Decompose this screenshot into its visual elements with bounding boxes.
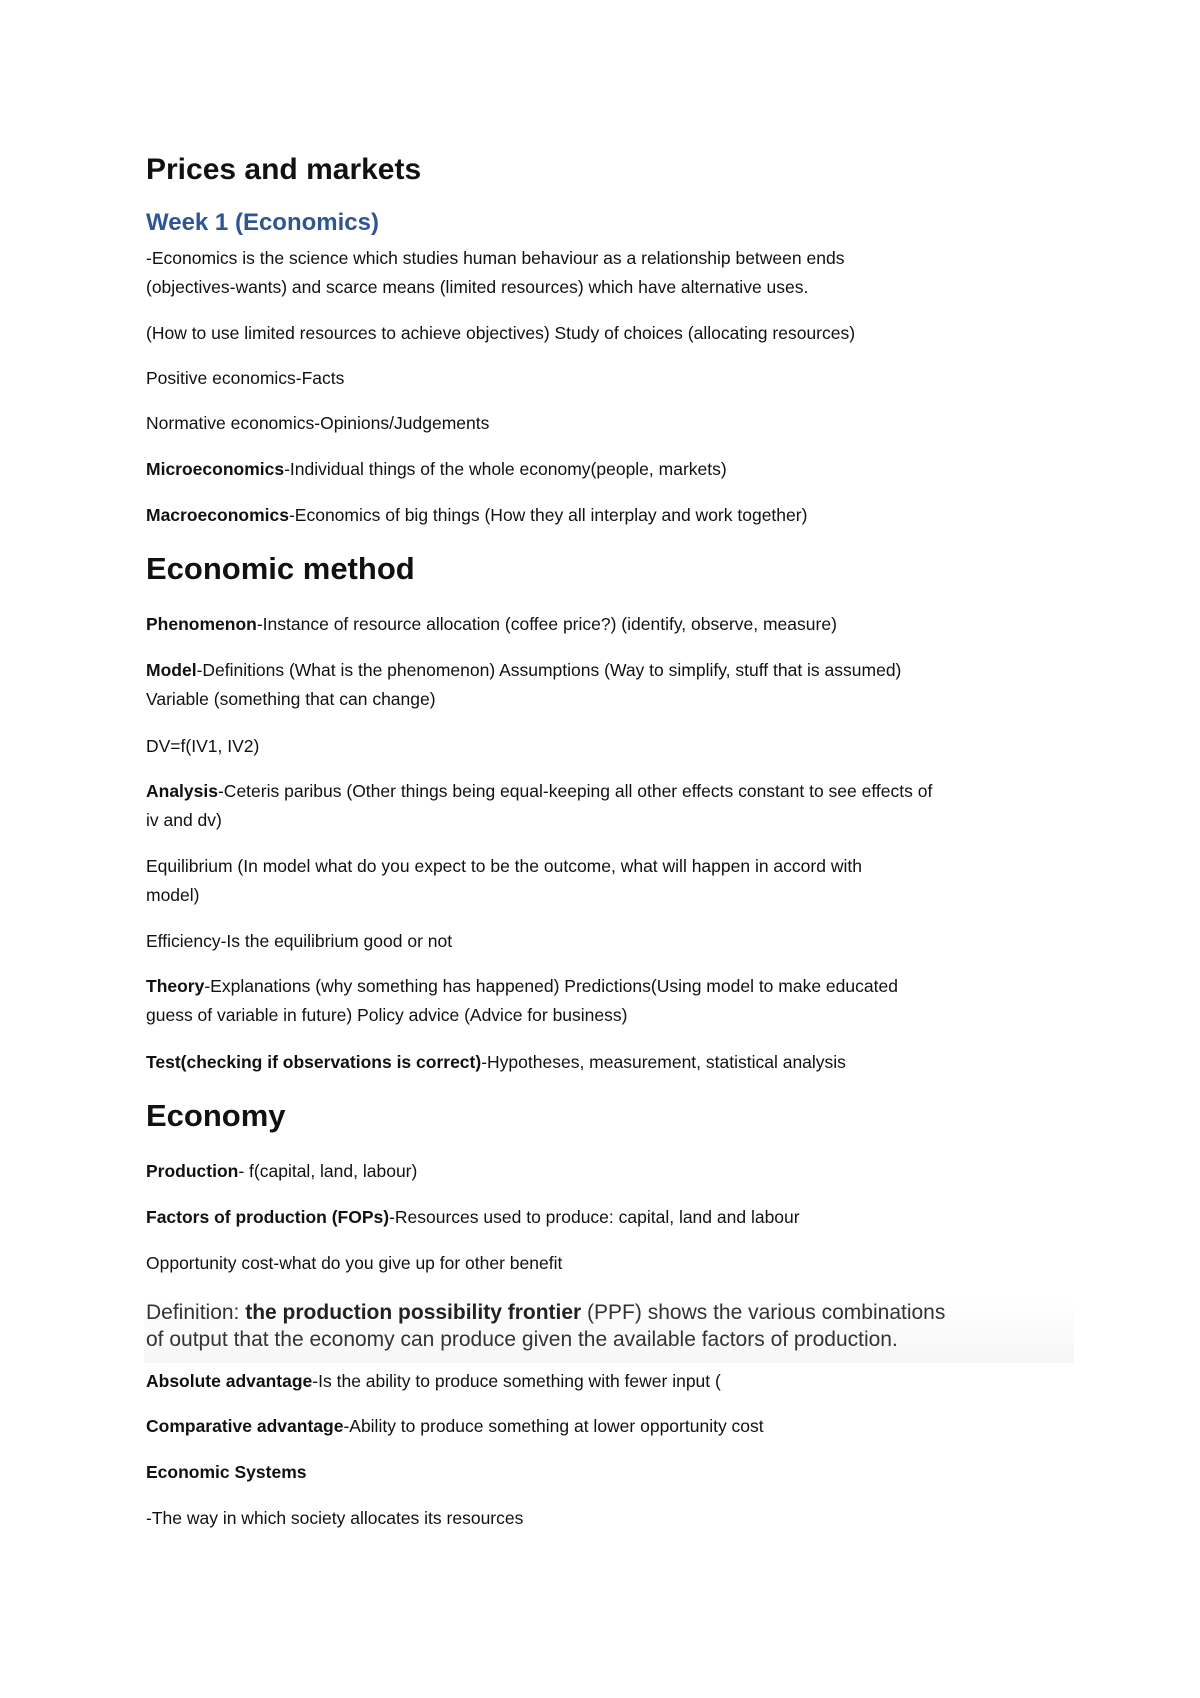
week-heading: Week 1 (Economics) bbox=[146, 209, 379, 236]
dv-formula: DV=f(IV1, IV2) bbox=[146, 736, 260, 756]
ppf-definition-line-2: of output that the economy can produce given the available factors of production. bbox=[146, 1328, 898, 1351]
macroeconomics-text: -Economics of big things (How they all interplay and work together) bbox=[288, 505, 808, 525]
normative-economics: Normative economics-Opinions/Judgements bbox=[146, 413, 490, 433]
theory-line-1: -Explanations (why something has happened) Predictions(Using model to make educated bbox=[204, 976, 898, 996]
intro-line-1: -Economics is the science which studies human behaviour as a relationship between ends bbox=[146, 248, 845, 268]
theory-def bbox=[146, 972, 1076, 1030]
economic-systems-heading bbox=[146, 1458, 1076, 1487]
test-def bbox=[146, 1048, 1076, 1077]
microeconomics-text: -Individual things of the whole economy(people, markets) bbox=[284, 459, 727, 479]
production-def bbox=[146, 1157, 1076, 1186]
fops-text: -Resources used to produce: capital, land and labour bbox=[389, 1207, 800, 1227]
economic-systems-text: -The way in which society allocates its resources bbox=[146, 1508, 524, 1528]
opportunity-cost-def: Opportunity cost-what do you give up for other benefit bbox=[146, 1253, 563, 1273]
analysis-line-1: -Ceteris paribus (Other things being equal-keeping all other effects constant to see effects of bbox=[217, 781, 933, 801]
analysis-line-2: iv and dv) bbox=[146, 810, 222, 830]
choices-paragraph: (How to use limited resources to achieve objectives) Study of choices (allocating resources) bbox=[146, 323, 856, 343]
method-heading: Economic method bbox=[146, 551, 415, 586]
ppf-definition-prefix: Definition: bbox=[146, 1301, 246, 1324]
ppf-definition-image bbox=[144, 1299, 1074, 1363]
fops-def bbox=[146, 1203, 1076, 1232]
intro-line-2: (objectives-wants) and scarce means (limited resources) which have alternative uses. bbox=[146, 277, 809, 297]
intro-paragraph bbox=[146, 244, 1076, 302]
comparative-advantage-term: Comparative advantage bbox=[146, 1416, 344, 1436]
economy-heading: Economy bbox=[146, 1098, 286, 1133]
macroeconomics-term: Macroeconomics bbox=[146, 505, 289, 525]
phenomenon-def bbox=[146, 610, 1076, 639]
comparative-advantage-def bbox=[146, 1412, 1076, 1441]
model-term: Model bbox=[146, 660, 197, 680]
production-term: Production bbox=[146, 1161, 239, 1181]
equilibrium-line-2: model) bbox=[146, 885, 200, 905]
model-def bbox=[146, 656, 1076, 714]
phenomenon-text: -Instance of resource allocation (coffee price?) (identify, observe, measure) bbox=[256, 614, 837, 634]
analysis-def bbox=[146, 777, 1076, 835]
analysis-term: Analysis bbox=[146, 781, 218, 801]
absolute-advantage-def bbox=[146, 1367, 1076, 1396]
ppf-definition-rest: (PPF) shows the various combinations bbox=[581, 1301, 946, 1324]
absolute-advantage-term: Absolute advantage bbox=[146, 1371, 313, 1391]
equilibrium-def bbox=[146, 852, 1076, 910]
phenomenon-term: Phenomenon bbox=[146, 614, 257, 634]
theory-term: Theory bbox=[146, 976, 205, 996]
document-title: Prices and markets bbox=[146, 153, 422, 186]
fops-term: Factors of production (FOPs) bbox=[146, 1207, 390, 1227]
economic-systems-term: Economic Systems bbox=[146, 1462, 307, 1482]
comparative-advantage-text: -Ability to produce something at lower opportunity cost bbox=[343, 1416, 764, 1436]
model-line-2: Variable (something that can change) bbox=[146, 689, 436, 709]
absolute-advantage-text: -Is the ability to produce something with fewer input ( bbox=[312, 1371, 721, 1391]
efficiency-def: Efficiency-Is the equilibrium good or not bbox=[146, 931, 453, 951]
microeconomics-term: Microeconomics bbox=[146, 459, 285, 479]
positive-economics: Positive economics-Facts bbox=[146, 368, 345, 388]
test-term: Test(checking if observations is correct) bbox=[146, 1052, 482, 1072]
macroeconomics-def bbox=[146, 501, 1076, 530]
equilibrium-line-1: Equilibrium (In model what do you expect to be the outcome, what will happen in accord with bbox=[146, 856, 862, 876]
theory-line-2: guess of variable in future) Policy advice (Advice for business) bbox=[146, 1005, 628, 1025]
production-text: - f(capital, land, labour) bbox=[238, 1161, 418, 1181]
ppf-definition-term: the production possibility frontier bbox=[245, 1301, 582, 1324]
test-text: -Hypotheses, measurement, statistical analysis bbox=[481, 1052, 846, 1072]
model-line-1: -Definitions (What is the phenomenon) Assumptions (Way to simplify, stuff that is assumed) bbox=[196, 660, 902, 680]
microeconomics-def bbox=[146, 455, 1076, 484]
